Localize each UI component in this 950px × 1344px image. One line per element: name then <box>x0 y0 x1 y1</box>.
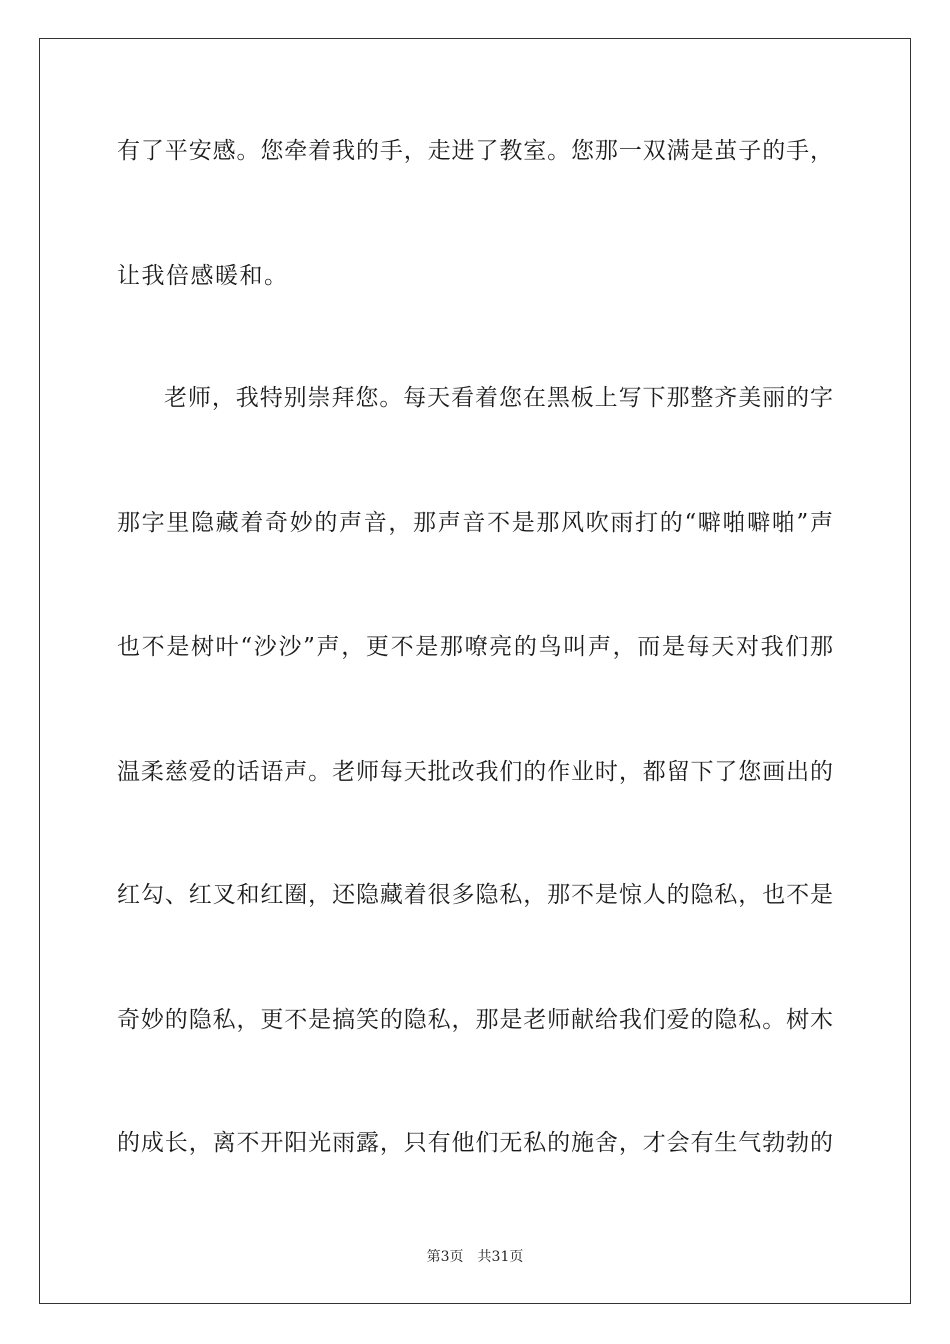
paragraph-line: 温柔慈爱的话语声。老师每天批改我们的作业时，都留下了您画出的 <box>117 759 833 785</box>
page-number-footer: 第3页 共31页 <box>426 1249 524 1265</box>
paragraph-line: 那字里隐藏着奇妙的声音，那声音不是那风吹雨打的“噼啪噼啪”声 <box>117 510 833 536</box>
paragraph-line: 奇妙的隐私，更不是搞笑的隐私，那是老师献给我们爱的隐私。树木 <box>117 1007 833 1033</box>
paragraph-line: 也不是树叶“沙沙”声，更不是那嘹亮的鸟叫声，而是每天对我们那 <box>117 634 833 660</box>
paragraph-line-indented: 老师，我特别崇拜您。每天看着您在黑板上写下那整齐美丽的字 <box>164 385 833 411</box>
paragraph-line: 让我倍感暖和。 <box>117 263 289 289</box>
paragraph-line: 的成长，离不开阳光雨露，只有他们无私的施舍，才会有生气勃勃的 <box>117 1130 833 1156</box>
page-border <box>39 38 911 1304</box>
paragraph-line: 红勾、红叉和红圈，还隐藏着很多隐私，那不是惊人的隐私，也不是 <box>117 882 833 908</box>
paragraph-line: 有了平安感。您牵着我的手，走进了教室。您那一双满是茧子的手， <box>117 138 833 164</box>
